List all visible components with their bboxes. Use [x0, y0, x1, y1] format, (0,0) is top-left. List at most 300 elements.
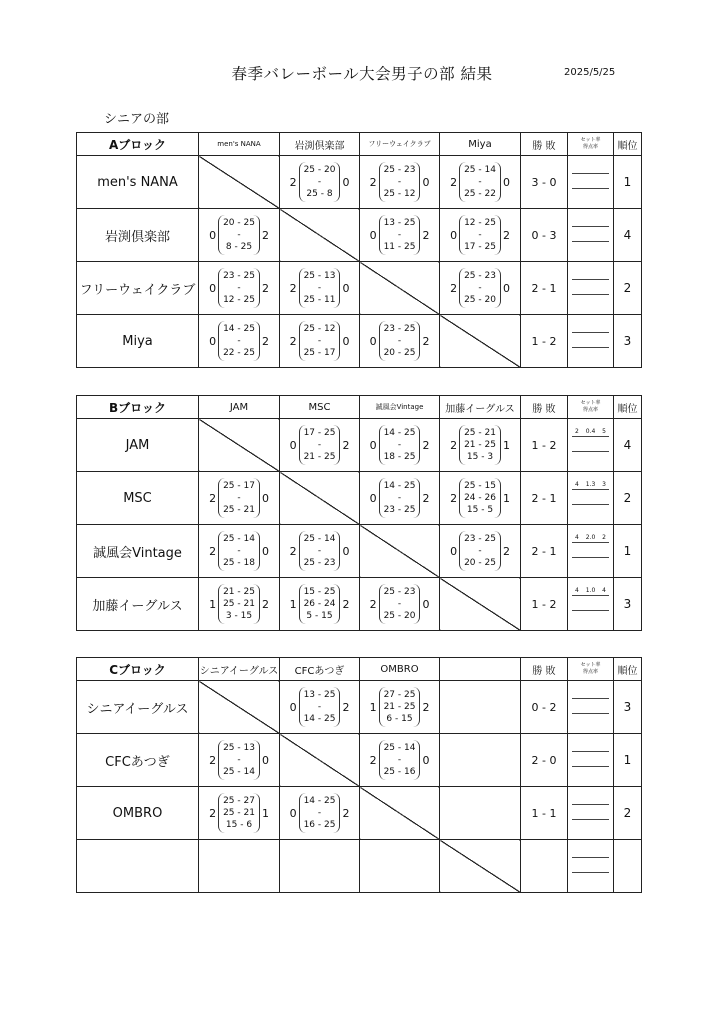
set-score: 21 - 25 — [383, 702, 416, 712]
win-loss-record: 1 - 2 — [521, 419, 568, 472]
opponent-header: 加藤イーグルス — [440, 396, 521, 419]
rate-value: 4 — [602, 587, 606, 594]
rate-value: 2 — [575, 428, 579, 435]
set-score: 25 - 11 — [303, 295, 336, 305]
set-score: - — [317, 283, 322, 293]
match-result — [440, 525, 520, 577]
rate-values — [572, 481, 609, 489]
sets-won: 0 — [369, 491, 377, 505]
set-score: - — [317, 702, 322, 712]
match-result — [280, 262, 359, 314]
rate-values — [572, 849, 609, 857]
sets-won: 1 — [369, 700, 377, 714]
rate-values — [572, 743, 609, 751]
set-score: 14 - 25 — [223, 324, 255, 334]
match-result — [280, 419, 359, 471]
rate-box — [572, 690, 609, 714]
sets-won: 0 — [450, 544, 458, 558]
sets-lost: 0 — [342, 281, 350, 295]
opponent-header: Miya — [440, 133, 521, 156]
block-name: Bブロック — [77, 396, 199, 419]
team-rank: 3 — [614, 681, 642, 734]
set-score: - — [397, 336, 402, 346]
sets-lost: 0 — [261, 753, 269, 767]
match-result — [360, 734, 439, 786]
rate-line — [572, 872, 609, 873]
set-score: 25 - 22 — [464, 189, 496, 199]
rate-cell — [568, 209, 614, 262]
set-score: 25 - 23 — [303, 558, 336, 568]
match-result — [199, 525, 279, 577]
set-score: - — [478, 177, 482, 187]
match-result-cell — [199, 578, 280, 631]
sets-won: 0 — [369, 438, 377, 452]
rate-box — [572, 587, 609, 611]
set-score: - — [317, 808, 322, 818]
block-table-3 — [76, 657, 642, 893]
set-score: 26 - 24 — [303, 599, 336, 609]
set-score: 25 - 21 — [223, 808, 255, 818]
set-score: 12 - 25 — [464, 218, 496, 228]
win-loss-record: 2 - 1 — [521, 525, 568, 578]
sets-lost: 0 — [422, 753, 430, 767]
set-score: 25 - 14 — [223, 534, 255, 544]
set-score: - — [237, 493, 241, 503]
rate-box — [572, 218, 609, 242]
match-result — [199, 578, 279, 630]
sets-won: 2 — [289, 544, 297, 558]
rate-value: 4 — [575, 587, 579, 594]
opponent-header — [440, 658, 521, 681]
team-rank: 4 — [614, 419, 642, 472]
set-scores — [459, 268, 501, 308]
rate-box — [572, 165, 609, 189]
sets-lost: 0 — [342, 175, 350, 189]
rate-value: 2.0 — [585, 534, 596, 541]
rate-box — [572, 324, 609, 348]
match-result — [360, 315, 439, 367]
set-score: 17 - 25 — [464, 242, 496, 252]
division-heading: シニアの部 — [104, 112, 170, 127]
match-result — [199, 734, 279, 786]
team-row — [77, 578, 642, 631]
empty-cell — [440, 681, 521, 734]
sets-lost: 1 — [502, 491, 510, 505]
sets-lost: 2 — [422, 438, 430, 452]
rate-value: 5 — [602, 428, 606, 435]
rate-value: 4 — [575, 481, 579, 488]
match-result — [199, 787, 279, 839]
match-result — [360, 209, 439, 261]
match-result — [280, 578, 359, 630]
rate-values — [572, 690, 609, 698]
set-score: 21 - 25 — [464, 440, 496, 450]
opponent-header: フリーウェイクラブ — [360, 133, 440, 156]
match-result — [440, 209, 520, 261]
set-score: 6 - 15 — [386, 714, 413, 724]
block-table-1 — [76, 132, 642, 368]
set-score: 15 - 5 — [466, 505, 494, 515]
set-scores — [218, 215, 260, 255]
match-result — [280, 787, 359, 839]
rate-cell — [568, 419, 614, 472]
set-scores — [379, 425, 421, 465]
rate-values — [572, 271, 609, 279]
rate-values — [572, 534, 609, 542]
sets-lost: 2 — [422, 700, 430, 714]
set-score: 16 - 25 — [303, 820, 336, 830]
empty-cell — [199, 840, 280, 893]
match-result — [280, 525, 359, 577]
win-loss-record: 2 - 0 — [521, 734, 568, 787]
sets-won: 2 — [369, 753, 377, 767]
block-header-row — [77, 396, 642, 419]
set-score: 18 - 25 — [383, 452, 416, 462]
sets-lost: 2 — [261, 281, 269, 295]
match-result-cell — [199, 787, 280, 840]
set-score: 23 - 25 — [464, 534, 496, 544]
team-name: men's NANA — [77, 156, 199, 209]
set-score: 25 - 14 — [464, 165, 496, 175]
sets-won: 0 — [209, 281, 217, 295]
sets-lost: 2 — [422, 491, 430, 505]
match-result-cell — [440, 525, 521, 578]
rate-values — [572, 165, 609, 173]
match-result — [440, 156, 520, 208]
set-scores — [379, 740, 421, 780]
match-result-cell — [280, 681, 360, 734]
set-score: 21 - 25 — [223, 587, 255, 597]
match-result — [360, 472, 439, 524]
point-rate-label: 得点率 — [582, 669, 598, 675]
set-scores — [218, 268, 260, 308]
sets-won: 0 — [450, 228, 458, 242]
sets-lost: 2 — [422, 228, 430, 242]
empty-cell — [360, 840, 440, 893]
diagonal-self-cell — [280, 209, 360, 262]
team-row — [77, 734, 642, 787]
set-rate-label: セット率 — [580, 137, 601, 143]
rate-value: 1.0 — [585, 587, 596, 594]
team-name: シニアイーグルス — [77, 681, 199, 734]
diagonal-self-cell — [360, 525, 440, 578]
empty-cell — [440, 787, 521, 840]
set-scores — [299, 162, 341, 202]
team-name: MSC — [77, 472, 199, 525]
sets-lost: 1 — [502, 438, 510, 452]
set-score: 13 - 25 — [303, 690, 336, 700]
set-score: 24 - 26 — [464, 493, 496, 503]
team-row — [77, 419, 642, 472]
sets-won: 2 — [369, 175, 377, 189]
set-score: 14 - 25 — [383, 428, 416, 438]
team-row — [77, 840, 642, 893]
team-name: JAM — [77, 419, 199, 472]
match-result-cell — [360, 578, 440, 631]
block-table-2 — [76, 395, 642, 631]
match-result-cell — [360, 419, 440, 472]
team-row — [77, 787, 642, 840]
set-scores — [299, 584, 341, 624]
rate-line — [572, 347, 609, 348]
match-result-cell — [440, 419, 521, 472]
event-date: 2025/5/25 — [564, 67, 616, 78]
team-rank: 1 — [614, 525, 642, 578]
set-score: - — [397, 230, 402, 240]
set-scores — [299, 321, 341, 361]
match-result-cell — [440, 209, 521, 262]
sets-won: 0 — [289, 438, 297, 452]
block-header-row — [77, 133, 642, 156]
match-result — [440, 472, 520, 524]
team-rank: 4 — [614, 209, 642, 262]
set-score: - — [237, 336, 241, 346]
rate-values — [572, 796, 609, 804]
sets-won: 0 — [289, 700, 297, 714]
set-score: 11 - 25 — [383, 242, 416, 252]
team-name: 加藤イーグルス — [77, 578, 199, 631]
team-rank: 3 — [614, 578, 642, 631]
sets-won: 1 — [209, 597, 217, 611]
match-result — [360, 681, 439, 733]
match-result — [360, 156, 439, 208]
set-score: - — [317, 336, 322, 346]
set-score: 15 - 25 — [303, 587, 336, 597]
set-score: 17 - 25 — [303, 428, 336, 438]
win-loss-record: 1 - 1 — [521, 787, 568, 840]
sets-lost: 2 — [502, 228, 510, 242]
sets-lost: 0 — [502, 281, 510, 295]
match-result — [280, 681, 359, 733]
rate-value: 3 — [602, 481, 606, 488]
set-scores — [379, 478, 421, 518]
diagonal-self-cell — [199, 156, 280, 209]
block-name: Cブロック — [77, 658, 199, 681]
diagonal-self-cell — [440, 578, 521, 631]
set-score: 23 - 25 — [383, 505, 416, 515]
set-score: 14 - 25 — [303, 714, 336, 724]
rate-line — [572, 504, 609, 505]
match-result — [199, 262, 279, 314]
team-name: フリーウェイクラブ — [77, 262, 199, 315]
set-scores — [379, 321, 421, 361]
sets-won: 2 — [369, 597, 377, 611]
set-score: - — [237, 546, 241, 556]
sets-won: 0 — [289, 806, 297, 820]
set-score: - — [237, 283, 241, 293]
sets-lost: 0 — [422, 175, 430, 189]
set-score: - — [397, 440, 402, 450]
rate-values — [572, 218, 609, 226]
sets-lost: 0 — [422, 597, 430, 611]
team-name — [77, 840, 199, 893]
set-scores — [218, 531, 260, 571]
set-score: 15 - 3 — [466, 452, 494, 462]
team-row — [77, 156, 642, 209]
match-result-cell — [199, 734, 280, 787]
team-row — [77, 209, 642, 262]
win-loss-record: 0 - 2 — [521, 681, 568, 734]
set-score: 25 - 17 — [223, 481, 255, 491]
team-rank — [614, 840, 642, 893]
team-rank: 3 — [614, 315, 642, 368]
set-score: 5 - 15 — [306, 611, 333, 621]
sets-won: 2 — [450, 438, 458, 452]
set-rate-header — [568, 658, 614, 681]
sets-won: 2 — [289, 334, 297, 348]
sets-won: 2 — [209, 806, 217, 820]
set-score: 23 - 25 — [223, 271, 255, 281]
rate-cell — [568, 578, 614, 631]
opponent-header: men's NANA — [199, 133, 280, 156]
rate-value: 0.4 — [585, 428, 596, 435]
sets-lost: 2 — [261, 228, 269, 242]
set-score: 21 - 25 — [303, 452, 336, 462]
match-result — [199, 315, 279, 367]
team-rank: 1 — [614, 156, 642, 209]
set-score: 25 - 13 — [223, 743, 255, 753]
rate-cell — [568, 315, 614, 368]
set-scores — [218, 740, 260, 780]
set-score: 8 - 25 — [225, 242, 253, 252]
sets-won: 2 — [209, 491, 217, 505]
rate-line — [572, 294, 609, 295]
rate-box — [572, 428, 609, 452]
set-score: 3 - 15 — [225, 611, 253, 621]
set-score: 22 - 25 — [223, 348, 255, 358]
diagonal-self-cell — [199, 419, 280, 472]
set-score: - — [397, 177, 402, 187]
match-result-cell — [280, 525, 360, 578]
match-result-cell — [199, 525, 280, 578]
set-score: - — [478, 230, 482, 240]
set-scores — [218, 478, 260, 518]
opponent-header: JAM — [199, 396, 280, 419]
set-scores — [459, 531, 501, 571]
block-name: Aブロック — [77, 133, 199, 156]
rate-line — [572, 819, 609, 820]
sets-won: 0 — [369, 334, 377, 348]
sets-lost: 2 — [342, 597, 350, 611]
set-rate-header — [568, 396, 614, 419]
set-score: - — [478, 283, 482, 293]
win-loss-record: 2 - 1 — [521, 262, 568, 315]
diagonal-self-cell — [440, 840, 521, 893]
match-result — [360, 419, 439, 471]
sets-won: 2 — [450, 175, 458, 189]
rate-box — [572, 534, 609, 558]
point-rate-label: 得点率 — [582, 144, 598, 150]
set-scores — [379, 162, 421, 202]
set-score: 25 - 16 — [383, 767, 416, 777]
match-result-cell — [360, 734, 440, 787]
set-score: 15 - 6 — [225, 820, 253, 830]
set-score: 25 - 15 — [464, 481, 496, 491]
rate-box — [572, 271, 609, 295]
match-result-cell — [199, 315, 280, 368]
empty-cell — [280, 840, 360, 893]
win-loss-header: 勝 敗 — [521, 396, 568, 419]
rate-value: 2 — [602, 534, 606, 541]
set-score: - — [317, 546, 322, 556]
match-result-cell — [440, 262, 521, 315]
set-scores — [299, 793, 341, 833]
set-scores — [299, 531, 341, 571]
set-score: 25 - 21 — [223, 505, 255, 515]
set-scores — [299, 268, 341, 308]
set-score: - — [237, 755, 241, 765]
rate-box — [572, 481, 609, 505]
set-score: - — [397, 493, 402, 503]
match-result — [360, 578, 439, 630]
set-rate-label: セット率 — [580, 400, 601, 406]
diagonal-self-cell — [280, 472, 360, 525]
set-scores — [459, 478, 501, 518]
team-name: OMBRO — [77, 787, 199, 840]
set-score: 25 - 23 — [464, 271, 496, 281]
set-score: 25 - 21 — [464, 428, 496, 438]
opponent-header: OMBRO — [360, 658, 440, 681]
point-rate-label: 得点率 — [582, 407, 598, 413]
set-score: 25 - 13 — [303, 271, 336, 281]
match-result-cell — [360, 209, 440, 262]
match-result — [280, 156, 359, 208]
sets-won: 2 — [209, 753, 217, 767]
set-score: 25 - 27 — [223, 796, 255, 806]
rate-values — [572, 587, 609, 595]
rate-cell — [568, 734, 614, 787]
match-result-cell — [280, 156, 360, 209]
set-score: - — [397, 755, 402, 765]
match-result-cell — [280, 262, 360, 315]
sets-lost: 0 — [261, 491, 269, 505]
sets-lost: 0 — [342, 334, 350, 348]
sets-lost: 2 — [342, 806, 350, 820]
match-result — [199, 209, 279, 261]
set-scores — [218, 584, 260, 624]
set-scores — [459, 425, 501, 465]
set-score: 25 - 20 — [383, 611, 416, 621]
match-result-cell — [199, 209, 280, 262]
set-score: 20 - 25 — [223, 218, 255, 228]
team-row — [77, 525, 642, 578]
rate-cell — [568, 681, 614, 734]
rate-cell — [568, 472, 614, 525]
set-score: 25 - 12 — [383, 189, 416, 199]
set-score: 20 - 25 — [464, 558, 496, 568]
team-row — [77, 262, 642, 315]
set-scores — [379, 687, 421, 727]
match-result-cell — [280, 578, 360, 631]
set-rate-header — [568, 133, 614, 156]
team-name: 岩渕倶楽部 — [77, 209, 199, 262]
win-loss-record: 2 - 1 — [521, 472, 568, 525]
rate-box — [572, 743, 609, 767]
team-rank: 2 — [614, 262, 642, 315]
sets-won: 0 — [369, 228, 377, 242]
set-score: 14 - 25 — [303, 796, 336, 806]
set-score: 25 - 20 — [464, 295, 496, 305]
empty-cell — [440, 734, 521, 787]
set-score: 25 - 14 — [223, 767, 255, 777]
rate-cell — [568, 787, 614, 840]
set-score: 25 - 17 — [303, 348, 336, 358]
team-row — [77, 681, 642, 734]
rank-header: 順位 — [614, 658, 642, 681]
sets-won: 0 — [209, 228, 217, 242]
match-result-cell — [280, 315, 360, 368]
set-score: 13 - 25 — [383, 218, 416, 228]
